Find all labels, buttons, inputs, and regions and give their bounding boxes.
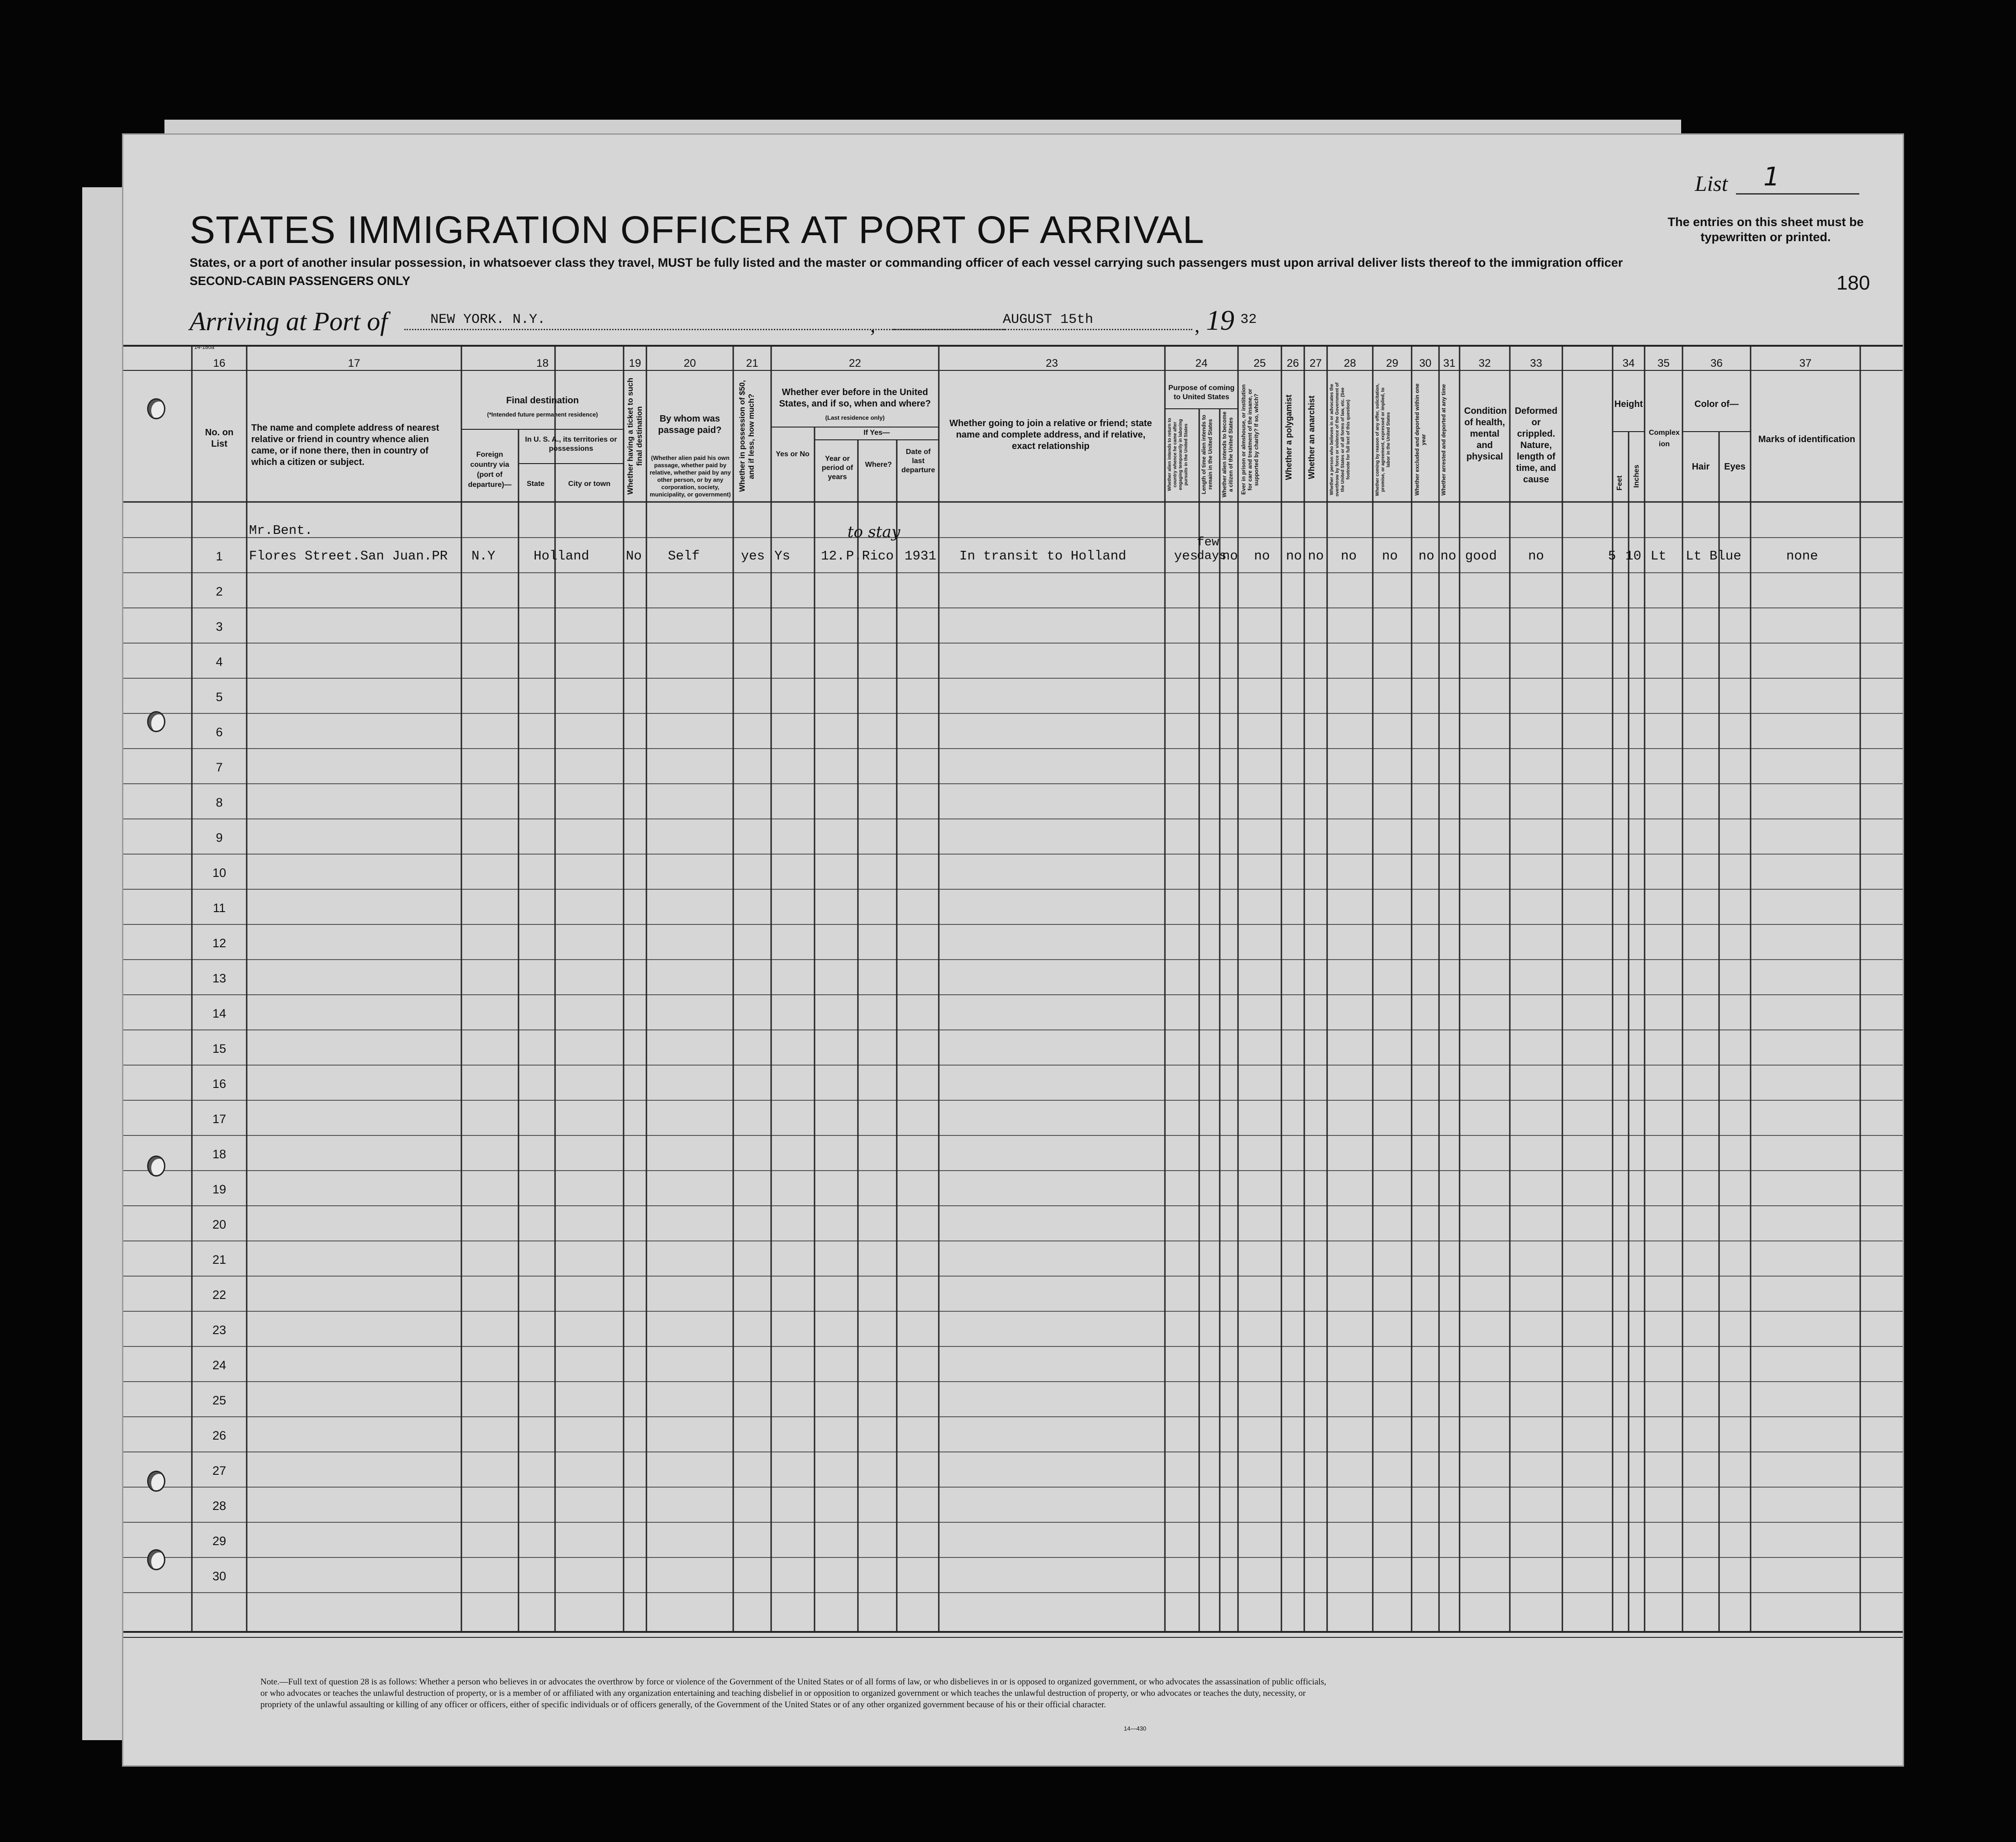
header-polygamist: Whether a polygamist — [1284, 394, 1293, 480]
header-foreign-country: Foreign country via (port of departure)— — [468, 451, 512, 489]
ticket-value: No — [626, 549, 642, 564]
handwritten-annotation: to stay — [847, 523, 900, 541]
header-fifty-dollars: Whether in possession of $50, and if less, how much? — [738, 380, 756, 492]
col-num-21: 21 — [746, 357, 758, 369]
header-where: Where? — [865, 461, 892, 469]
row-number: 17 — [212, 1112, 227, 1126]
row-number: 3 — [216, 620, 223, 633]
row-number: 6 — [216, 725, 223, 739]
year-suffix: 32 — [1240, 312, 1257, 327]
complexion-value: Lt — [1651, 549, 1667, 564]
header-final-destination: Final destination — [506, 396, 579, 406]
row-number: 21 — [212, 1253, 227, 1267]
anarchist-value: no — [1308, 549, 1324, 564]
col-num-26: 26 — [1286, 357, 1299, 369]
row-number: 24 — [212, 1358, 227, 1372]
row-number: 4 — [216, 655, 223, 669]
date-departure-value: 1931 — [905, 549, 937, 564]
header-eyes: Eyes — [1724, 462, 1746, 472]
col-num-23: 23 — [1046, 357, 1058, 369]
height-feet-value: 5 — [1608, 549, 1616, 564]
header-state: State — [526, 480, 545, 488]
header-passage-paid-note: (Whether alien paid his own passage, whether paid by relative, whether paid by any other person, or by any corporation, society, municipality, or government) — [650, 454, 731, 498]
header-ever-before-note: (Last residence only) — [825, 414, 885, 421]
row-number: 26 — [212, 1429, 227, 1442]
punch-hole — [147, 1156, 165, 1177]
col-num-17: 17 — [348, 357, 360, 369]
col-num-32: 32 — [1478, 357, 1491, 369]
relative-name: Mr.Bent. — [249, 523, 313, 538]
comma-2: , — [1195, 314, 1200, 337]
row-number: 23 — [212, 1323, 227, 1337]
page-number: 180 — [1836, 272, 1870, 294]
row-number: 25 — [212, 1393, 227, 1407]
header-feet: Feet — [1616, 475, 1624, 491]
row-number: 12 — [212, 936, 227, 950]
footnote-code: 14—430 — [1124, 1725, 1147, 1732]
header-list-number: No. on List — [205, 428, 234, 449]
header-year-period: Year or period of years — [821, 455, 853, 481]
passenger-class: SECOND-CABIN PASSENGERS ONLY — [190, 274, 411, 288]
header-deformed: Deformed or crippled. Nature, length of time, and cause — [1514, 406, 1558, 485]
row-number: 11 — [212, 901, 226, 915]
marks-value: none — [1786, 549, 1818, 564]
where-value: P.Rico — [846, 549, 894, 564]
col-num-33: 33 — [1530, 357, 1542, 369]
header-ever-before: Whether ever before in the United States, and if so, when and where? — [779, 387, 931, 409]
header-joining: Whether going to join a relative or friend; state name and complete address, and if relative, exact relationship — [949, 418, 1152, 451]
row-number: 1 — [216, 549, 223, 563]
destination-state: Holland — [534, 549, 589, 564]
port-value: NEW YORK. N.Y. — [430, 312, 546, 327]
col-num-19: 19 — [629, 357, 641, 369]
row-number: 10 — [212, 866, 227, 880]
polygamist-value: no — [1286, 549, 1302, 564]
col-num-30: 30 — [1419, 357, 1432, 369]
arrested-value: no — [1440, 549, 1456, 564]
excluded-value: no — [1418, 549, 1434, 564]
row-number: 13 — [212, 971, 227, 985]
citizen-intent-value: no — [1222, 549, 1238, 564]
passage-paid-value: Self — [668, 549, 700, 564]
header-health: Condition of health, mental and physical — [1464, 406, 1507, 462]
col-num-24: 24 — [1195, 357, 1208, 369]
header-inches: Inches — [1633, 464, 1640, 488]
header-excluded: Whether excluded and deported within one year — [1414, 383, 1427, 496]
deformed-value: no — [1528, 549, 1544, 564]
return-intent-value: yes — [1174, 549, 1198, 564]
arriving-label: Arriving at Port of — [190, 306, 388, 336]
col-num-37: 37 — [1799, 357, 1812, 369]
offer-labor-value: no — [1382, 549, 1398, 564]
header-relative-address: The name and complete address of nearest relative or friend in country whence alien came, or if none there, then in country of which a citizen or subject. — [251, 423, 439, 467]
col-num-35: 35 — [1657, 357, 1670, 369]
header-hair: Hair — [1692, 462, 1710, 472]
header-return-intent: Whether alien intends to return to country whence he came after engaging temporarily in laboring pursuits in the United States — [1167, 418, 1189, 491]
header-length-of-stay: Length of time alien intends to remain in the United States — [1201, 415, 1213, 494]
header-passage-paid: By whom was passage paid? — [658, 414, 722, 435]
comma-1: , — [870, 314, 875, 337]
row-number: 28 — [212, 1499, 227, 1513]
fifty-dollars-value: yes — [741, 549, 765, 564]
footnote: Note.—Full text of question 28 is as follows: Whether a person who believes in or advocates the overthrow by force or violence of the Government of the United States or of all forms of law, or who disbelieves in or is opposed to organized government, or who advocates the assassination of public officials, or who advocates or teaches the unlawful destruction of property, or is a member of or affiliated with any organization entertaining and teaching disbelief in or opposition to organized government or which teaches the unlawful destruction of property, or who advocates or teaches the duty, necessity, or propriety of the unlawful assaulting or killing of any officer or officers, either of specific individuals or of officers generally, of the Government of the United States or of any other organized government because of his or their official character. — [260, 1677, 1327, 1710]
header-yes-no: Yes or No — [776, 450, 810, 458]
row-number: 19 — [212, 1182, 227, 1196]
punch-hole — [147, 1471, 165, 1492]
col-num-18: 18 — [536, 357, 549, 369]
date-value: AUGUST 15th — [1003, 312, 1094, 327]
col-num-25: 25 — [1254, 357, 1266, 369]
row-number: 29 — [212, 1534, 227, 1548]
header-arrested: Whether arrested and deported at any time — [1440, 384, 1447, 496]
header-height: Height — [1614, 399, 1643, 409]
header-complexion: Complexion — [1649, 429, 1680, 448]
row-number: 9 — [216, 831, 223, 844]
header-prison: Ever in prison or almshouse, or institution for care and treatment of the insane, or supported by charity? If so, which? — [1240, 384, 1259, 495]
header-color-of: Color of— — [1694, 399, 1739, 409]
form-code: 14-180a — [194, 344, 215, 350]
header-ticket: Whether having a ticket to such final destination — [626, 378, 644, 495]
row-number: 15 — [212, 1042, 227, 1056]
foreign-country: N.Y — [471, 549, 496, 564]
years-value: 12. — [821, 549, 845, 564]
row-number: 18 — [212, 1147, 227, 1161]
list-label: List — [1695, 172, 1728, 196]
header-offer-labor: Whether coming by reason of any offer, solicitation, promise, or agreement, expressed or implied, to labor in the United States — [1375, 383, 1391, 496]
year-prefix: 19 — [1206, 305, 1234, 336]
col-num-34: 34 — [1622, 357, 1635, 369]
col-num-16: 16 — [213, 357, 226, 369]
ever-before-value: Ys — [774, 549, 790, 564]
height-inches-value: 10 — [1625, 549, 1641, 564]
row-number: 8 — [216, 796, 223, 809]
relative-address: Flores Street.San Juan.PR — [249, 549, 448, 564]
punch-hole — [147, 711, 165, 732]
row-number: 20 — [212, 1218, 227, 1231]
row-number: 2 — [216, 585, 223, 598]
header-anarchist: Whether an anarchist — [1307, 395, 1316, 480]
prison-value: no — [1254, 549, 1270, 564]
header-date-departure: Date of last departure — [901, 448, 935, 474]
col-num-20: 20 — [683, 357, 696, 369]
overthrow-value: no — [1341, 549, 1357, 564]
row-number: 30 — [212, 1569, 227, 1583]
header-marks: Marks of identification — [1758, 434, 1856, 444]
row-number: 22 — [212, 1288, 227, 1302]
length-of-stay-value: few days — [1197, 536, 1227, 563]
header-if-yes: If Yes— — [863, 429, 890, 437]
header-in-usa: In U. S. A., its territories or possessions — [525, 436, 617, 453]
col-num-29: 29 — [1386, 357, 1398, 369]
underlying-sheet-left — [82, 187, 128, 1740]
form-subtitle: States, or a port of another insular possession, in whatsoever class they travel, MUST be fully listed and the master or commanding officer of each vessel carrying such passengers must upon arrival deliver lists thereof to the immigration officer — [190, 256, 1623, 269]
row-number: 27 — [212, 1464, 227, 1478]
entries-instruction: The entries on this sheet must be typewritten or printed. — [1667, 215, 1864, 244]
header-citizen-intent: Whether alien intends to become a citizen of the United States — [1221, 411, 1234, 498]
col-num-36: 36 — [1710, 357, 1723, 369]
list-number: 1 — [1763, 162, 1780, 192]
row-number: 5 — [216, 690, 223, 704]
row-number: 16 — [212, 1077, 227, 1091]
punch-hole — [147, 1549, 165, 1570]
col-num-31: 31 — [1443, 357, 1455, 369]
form-title: STATES IMMIGRATION OFFICER AT PORT OF ARRIVAL — [190, 208, 1205, 251]
header-city: City or town — [568, 480, 611, 488]
row-number: 7 — [216, 760, 223, 774]
joining-value: In transit to Holland — [959, 549, 1127, 564]
col-num-28: 28 — [1344, 357, 1356, 369]
row-number: 14 — [212, 1007, 227, 1020]
hair-value: Lt — [1686, 549, 1702, 564]
header-final-destination-note: (*Intended future permanent residence) — [487, 411, 598, 418]
punch-hole — [147, 398, 165, 419]
col-num-27: 27 — [1309, 357, 1322, 369]
manifest-sheet — [123, 135, 1903, 1765]
health-value: good — [1465, 549, 1497, 564]
col-num-22: 22 — [849, 357, 861, 369]
table-grid — [123, 135, 1903, 1765]
header-purpose: Purpose of coming to United States — [1168, 384, 1235, 401]
header-overthrow: Whether a person who believes in or advocates the overthrow by force or violence of the Government of the United States or of all forms of law, etc. (See footnote for full text of this question) — [1329, 382, 1351, 497]
eyes-value: Blue — [1709, 549, 1741, 564]
